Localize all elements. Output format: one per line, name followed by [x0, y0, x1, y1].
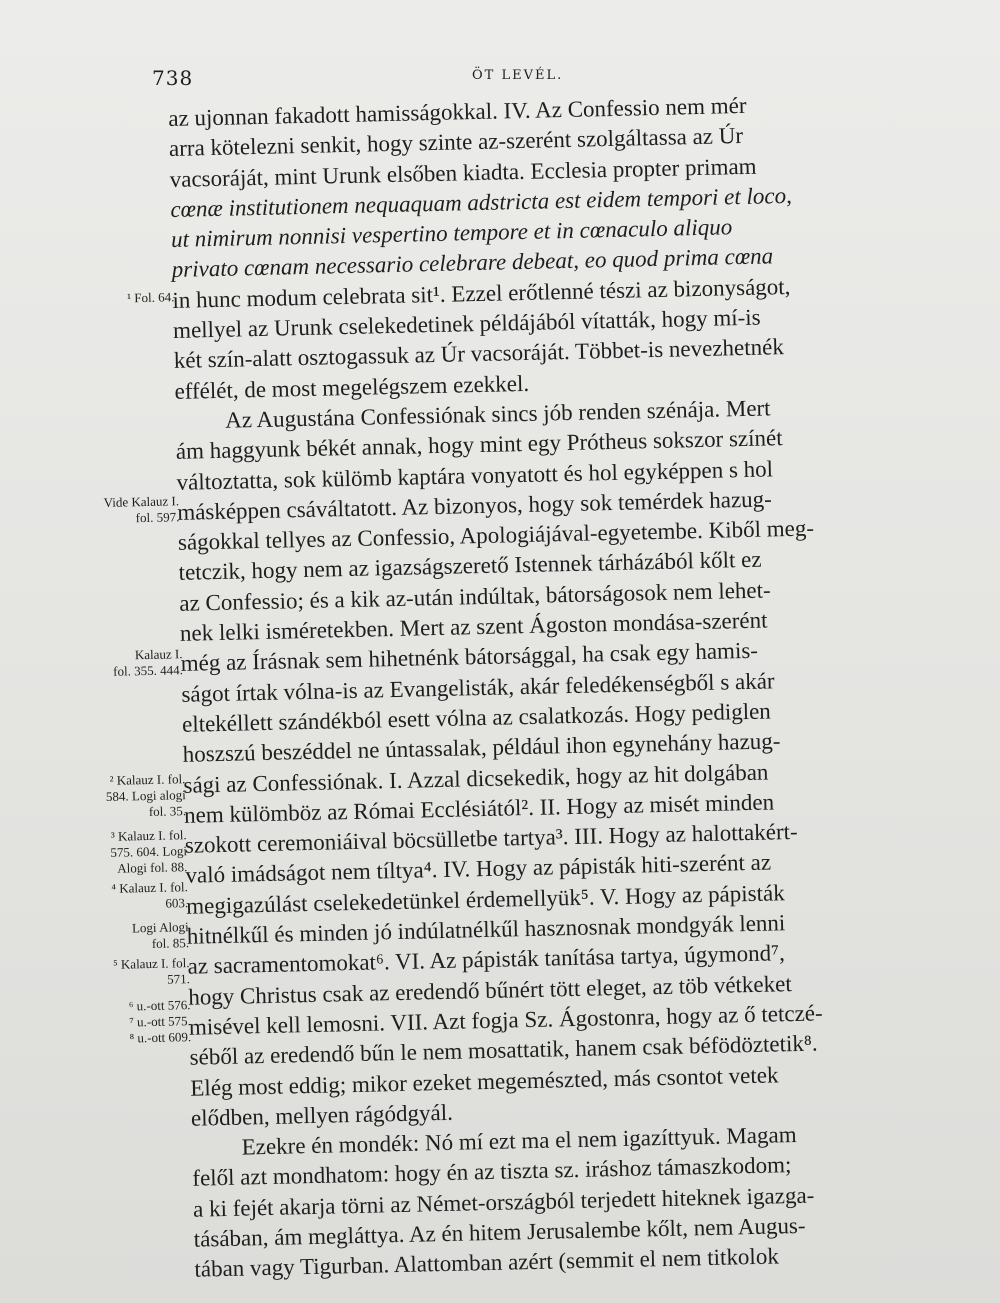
margin-note-line: 584. Logi alogi [105, 787, 186, 804]
text-line: Elég most eddig; mikor ezeket megemészted, más csontot vetek [190, 1061, 779, 1101]
text-line: misével kell lemosni. VII. Azt fogja Sz. Ágostonra, hogy az ő tetczé- [188, 1000, 823, 1040]
margin-note-line: ⁵ Kalauz I. fol. [112, 955, 190, 972]
text-line: felől azt mondhatom: hogy én az tiszta sz. iráshoz támaszkodom; [192, 1152, 792, 1192]
text-line: az Confessio; és a kik az-után indúltak, bátorságosok nem lehet- [179, 577, 771, 616]
margin-note-line: ⁶ u.-ott 576. [128, 997, 191, 1014]
text-line: tetczik, hogy nem az igazságszerető Istennek tárházából kőlt ez [178, 547, 762, 586]
body-text [168, 87, 935, 1285]
text-line: szokott ceremoniáival böcsülletbe tartya³. III. Hogy az halottakért- [184, 819, 798, 858]
running-title: ÖT LEVÉL. [472, 68, 564, 83]
text-line: elődben, mellyen rágódgyál. [190, 1099, 454, 1131]
margin-note-line: Alogi fol. 88. [117, 859, 188, 876]
text-line: nem külömböz az Római Ecclésiától². II. Hogy az misét minden [183, 789, 775, 828]
margin-note-line: 571. [166, 971, 191, 987]
text-line: nek lelki isméretekben. Mert az szent Ágoston mondása-szerént [179, 607, 768, 646]
margin-note-line: fol. 35. [148, 803, 187, 820]
text-line: arra kötelezni senkit, hogy szinte az-szerént szolgáltassa az Úr [168, 123, 744, 162]
margin-note-line: Vide Kalauz I. [103, 493, 180, 510]
margin-note [63, 493, 180, 528]
margin-note-line: ³ Kalauz I. fol. [110, 827, 187, 844]
margin-note-line: 575. 604. Logi [110, 843, 188, 860]
margin-note-line: ⁴ Kalauz I. fol. [111, 879, 188, 896]
text-line: való imádságot nem tíltya⁴. IV. Hogy az pápisták hiti-szerént az [185, 849, 772, 889]
text-line: ságokkal tellyes az Confessio, Apologiájával-egyetembe. Kiből meg- [177, 515, 815, 556]
text-line: Ezekre én mondék: Nó mí ezt ma el nem igazíttyuk. Magam [241, 1122, 797, 1160]
text-line: hitnélkűl és minden jó indúlatnélkűl hasznosnak mondgyák lenni [186, 910, 786, 949]
text-line: hoszszú beszéddel ne úntassalak, például ihon egynehány hazug- [182, 728, 781, 768]
margin-note [74, 997, 191, 1048]
margin-note-line: fol. 597. [135, 509, 180, 526]
margin-note [72, 879, 189, 914]
text-line: a ki fejét akarja törni az Német-országból terjedett hiteknek igazga- [192, 1182, 815, 1222]
text-line: tásában, ám megláttya. Az én hitem Jerusalembe kőlt, nem Augus- [193, 1212, 806, 1252]
text-line: tában vagy Tigurban. Alattomban azért (semmit el nem titkolok [194, 1243, 780, 1282]
margin-note-line: ¹ Fol. 64. [126, 289, 175, 306]
text-line: változtatta, sok külömb kaptára vonyatott és hol egyképpen s hol [176, 455, 774, 495]
text-line: megigazúlást cselekedetünkel érdemellyük⁵. V. Hogy az pápisták [185, 879, 785, 919]
text-line: séből az eredendő bűn le nem mosattatik, hanem csak béfödöztetik⁸. [189, 1030, 818, 1070]
margin-note [70, 827, 187, 878]
text-line: vacsoráját, mint Urunk elsőben kiadta. Ecclesia propter primam [169, 153, 757, 192]
page-number: 738 [152, 66, 194, 90]
margin-note-line: 603. [165, 895, 189, 911]
margin-note [73, 955, 190, 990]
margin-note [66, 646, 183, 681]
text-line: mellyel az Urunk cselekedetinek példájából vítatták, hogy mí-is [172, 304, 761, 344]
margin-note [73, 919, 190, 954]
text-line: két szín-alatt osztogassuk az Úr vacsoráját. Többet-is nevezhetnék [173, 334, 785, 374]
text-line: effélét, de most megelégszem ezekkel. [174, 370, 530, 404]
text-line: sági az Confessiónak. I. Azzal dicsekedik, hogy az hit dolgában [183, 759, 769, 798]
text-line: ám haggyunk békét annak, hogy mint egy Prótheus sokszor színét [175, 425, 783, 465]
margin-note-line: ⁸ u.-ott 609. [129, 1029, 192, 1046]
text-line: még az Írásnak sem hihetnénk bátorsággal, ha csak egy hamis- [180, 638, 759, 677]
margin-note-line: fol. 355. 444. [113, 662, 184, 679]
text-line: eltekéllett szándékból esett vólna az csalatkozás. Hogy pediglen [181, 698, 772, 737]
margin-note-line: ⁷ u.-ott 575. [129, 1013, 192, 1030]
text-line: cœnæ institutionem nequaquam adstricta est eidem tempori et loco, [170, 182, 793, 222]
margin-notes [54, 101, 192, 1046]
margin-note-line: Logi Alogi [131, 919, 189, 936]
margin-note-line: ² Kalauz I. fol. [109, 771, 186, 788]
margin-note [69, 771, 186, 822]
text-line: in hunc modum celebrata sit¹. Ezzel erőtlenné tészi az bizonyságot, [172, 273, 791, 313]
text-line: privato cœnam necessario celebrare debeat, eo quod prima cœna [171, 243, 774, 283]
text-line: hogy Christus csak az eredendő bűnért tött eleget, az töb vétkeket [187, 970, 792, 1010]
text-line: az sacramentomokat⁶. VI. Az pápisták tanítása tartya, úgymond⁷, [187, 940, 786, 980]
text-line: ut nimirum nonnisi vespertino tempore et in cœnaculo aliquo [170, 214, 733, 253]
text-line: ságot írtak vólna-is az Evangelisták, akár feledékenségből s akár [181, 668, 775, 707]
text-line: másképpen csáváltatott. Az bizonyos, hogy sok temérdek hazug- [176, 486, 773, 525]
margin-note-line: fol. 85. [151, 935, 190, 951]
text-line: az ujonnan fakadott hamisságokkal. IV. Az Confessio nem mér [168, 92, 747, 131]
margin-note [58, 289, 174, 308]
margin-note-line: Kalauz I. [134, 646, 183, 663]
text-line: Az Augustána Confessiónak sincs jób renden szénája. Mert [224, 395, 771, 433]
